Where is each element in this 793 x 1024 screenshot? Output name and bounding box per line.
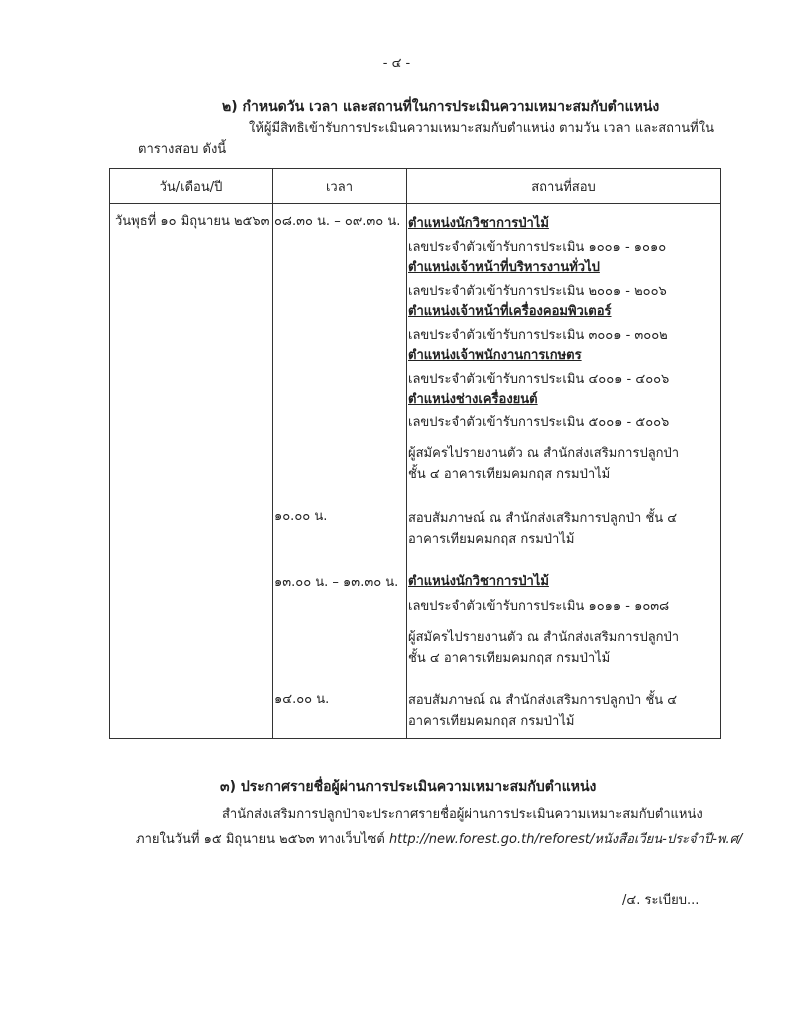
slot4-line2: อาคารเทียมคมกฤส กรมป่าไม้ [408, 714, 575, 729]
slot1-report-line2: ชั้น ๔ อาคารเทียมคมกฤส กรมป่าไม้ [408, 467, 611, 482]
section-3-paragraph-line2 [136, 828, 742, 849]
table-header-row [110, 169, 721, 204]
slot1-time: ๐๘.๓๐ น. – ๐๙.๓๐ น. [274, 214, 401, 229]
slot1-position-range: เลขประจำตัวเข้ารับการประเมิน ๔๐๐๑ - ๔๐๐๖ [408, 372, 670, 387]
slot1-position-range: เลขประจำตัวเข้ารับการประเมิน ๓๐๐๑ - ๓๐๐๒ [408, 328, 668, 343]
slot2-line1: สอบสัมภาษณ์ ณ สำนักส่งเสริมการปลูกป่า ชั้น ๔ [408, 511, 678, 526]
slot1-position-range: เลขประจำตัวเข้ารับการประเมิน ๒๐๐๑ - ๒๐๐๖ [408, 284, 667, 299]
section-2-paragraph-line2: ตารางสอบ ดังนี้ [138, 142, 227, 157]
section-3-paragraph-line1: สำนักส่งเสริมการปลูกป่าจะประกาศรายชื่อผู้ผ่านการประเมินความเหมาะสมกับตำแหน่ง [222, 807, 703, 822]
slot4-time: ๑๔.๐๐ น. [274, 692, 330, 707]
time-cell [273, 204, 407, 739]
slot3-report-line2: ชั้น ๔ อาคารเทียมคมกฤส กรมป่าไม้ [408, 651, 611, 666]
slot3-position-range: เลขประจำตัวเข้ารับการประเมิน ๑๐๑๑ - ๑๐๓๘ [408, 599, 670, 614]
continuation-marker: /๔. ระเบียบ... [622, 893, 700, 908]
slot1-report-line1: ผู้สมัครไปรายงานตัว ณ สำนักส่งเสริมการปลูกป่า [408, 446, 680, 461]
header-time: เวลา [273, 169, 407, 204]
page-number: - ๔ - [382, 56, 411, 71]
website-link[interactable]: http://new.forest.go.th/reforest/หนังสือเวียน-ประจำปี-พ.ศ/ [388, 832, 743, 847]
section-2-paragraph-line1: ให้ผู้มีสิทธิเข้ารับการประเมินความเหมาะสมกับตำแหน่ง ตามวัน เวลา และสถานที่ใน [249, 121, 714, 136]
exam-date: วันพุธที่ ๑๐ มิถุนายน ๒๕๖๓ [115, 214, 270, 229]
header-location: สถานที่สอบ [407, 169, 721, 204]
slot1-position-range: เลขประจำตัวเข้ารับการประเมิน ๕๐๐๑ - ๕๐๐๖ [408, 415, 670, 430]
slot3-report-line1: ผู้สมัครไปรายงานตัว ณ สำนักส่งเสริมการปลูกป่า [408, 630, 680, 645]
slot3-position-title: ตำแหน่งนักวิชาการป่าไม้ [408, 574, 549, 589]
date-cell [110, 204, 273, 739]
slot2-line2: อาคารเทียมคมกฤส กรมป่าไม้ [408, 532, 575, 547]
slot4-line1: สอบสัมภาษณ์ ณ สำนักส่งเสริมการปลูกป่า ชั้น ๔ [408, 693, 678, 708]
slot1-position-title: ตำแหน่งเจ้าหน้าที่เครื่องคอมพิวเตอร์ [408, 304, 612, 319]
section-2-heading: ๒) กำหนดวัน เวลา และสถานที่ในการประเมินความเหมาะสมกับตำแหน่ง [222, 99, 660, 115]
slot1-position-title: ตำแหน่งเจ้าพนักงานการเกษตร [408, 348, 582, 363]
slot1-position-range: เลขประจำตัวเข้ารับการประเมิน ๑๐๐๑ - ๑๐๑๐ [408, 240, 667, 255]
slot1-position-title: ตำแหน่งเจ้าหน้าที่บริหารงานทั่วไป [408, 260, 600, 275]
slot1-position-title: ตำแหน่งนักวิชาการป่าไม้ [408, 216, 549, 231]
section-3-date-text: ภายในวันที่ ๑๕ มิถุนายน ๒๕๖๓ ทางเว็บไซต์ [136, 832, 389, 847]
slot1-position-title: ตำแหน่งช่างเครื่องยนต์ [408, 392, 538, 407]
header-date: วัน/เดือน/ปี [110, 169, 273, 204]
slot2-time: ๑๐.๐๐ น. [274, 509, 328, 524]
section-3-heading: ๓) ประกาศรายชื่อผู้ผ่านการประเมินความเหมาะสมกับตำแหน่ง [220, 779, 597, 795]
slot3-time: ๑๓.๐๐ น. – ๑๓.๓๐ น. [274, 575, 399, 590]
